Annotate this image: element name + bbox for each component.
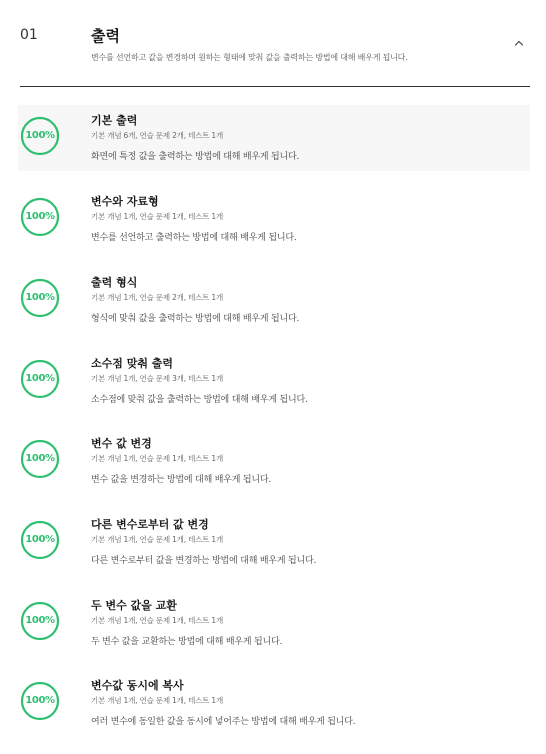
chapter-number: 01 bbox=[20, 27, 38, 43]
lesson-title: 두 변수 값을 교환 bbox=[91, 599, 177, 612]
lesson-description: 변수 값을 변경하는 방법에 대해 배우게 됩니다. bbox=[91, 475, 272, 485]
lesson-title: 변수값 동시에 복사 bbox=[91, 679, 184, 692]
lesson-title: 출력 형식 bbox=[91, 276, 138, 289]
chevron-up-icon[interactable] bbox=[512, 35, 526, 49]
lesson-description: 형식에 맞춰 값을 출력하는 방법에 대해 배우게 됩니다. bbox=[91, 314, 300, 324]
lesson-title: 기본 출력 bbox=[91, 114, 138, 127]
lesson-title: 변수 값 변경 bbox=[91, 437, 152, 450]
lesson-item[interactable] bbox=[18, 105, 530, 171]
section-divider bbox=[20, 86, 530, 87]
chapter-title: 출력 bbox=[91, 27, 120, 45]
lesson-description: 다른 변수로부터 값을 변경하는 방법에 대해 배우게 됩니다. bbox=[91, 556, 317, 566]
lesson-description: 두 변수 값을 교환하는 방법에 대해 배우게 됩니다. bbox=[91, 637, 283, 647]
lesson-meta: 기본 개념 1개, 연습 문제 1개, 테스트 1개 bbox=[91, 535, 224, 544]
lesson-item[interactable] bbox=[18, 348, 530, 414]
lesson-title: 다른 변수로부터 값 변경 bbox=[91, 518, 209, 531]
lesson-item[interactable] bbox=[18, 590, 530, 656]
lesson-progress: 100% bbox=[25, 534, 55, 545]
lesson-progress: 100% bbox=[25, 373, 55, 384]
lesson-progress: 100% bbox=[25, 453, 55, 464]
lesson-item[interactable] bbox=[18, 267, 530, 333]
lesson-meta: 기본 개념 1개, 연습 문제 3개, 테스트 1개 bbox=[91, 374, 224, 383]
lesson-meta: 기본 개념 6개, 연습 문제 2개, 테스트 1개 bbox=[91, 131, 224, 140]
lesson-meta: 기본 개념 1개, 연습 문제 1개, 테스트 1개 bbox=[91, 616, 224, 625]
lesson-item[interactable] bbox=[18, 428, 530, 494]
lesson-item[interactable] bbox=[18, 186, 530, 252]
lesson-description: 변수를 선언하고 출력하는 방법에 대해 배우게 됩니다. bbox=[91, 233, 297, 243]
lesson-progress: 100% bbox=[25, 211, 55, 222]
lesson-title: 변수와 자료형 bbox=[91, 195, 159, 208]
lesson-description: 소수점에 맞춰 값을 출력하는 방법에 대해 배우게 됩니다. bbox=[91, 395, 308, 405]
lesson-meta: 기본 개념 1개, 연습 문제 1개, 테스트 1개 bbox=[91, 212, 224, 221]
lesson-progress: 100% bbox=[25, 695, 55, 706]
chapter-description: 변수를 선언하고 값을 변경하며 원하는 형태에 맞춰 값을 출력하는 방법에 대해 배우게 됩니다. bbox=[91, 53, 408, 62]
lesson-meta: 기본 개념 1개, 연습 문제 1개, 테스트 1개 bbox=[91, 454, 224, 463]
lesson-item[interactable] bbox=[18, 509, 530, 575]
lesson-progress: 100% bbox=[25, 292, 55, 303]
lesson-description: 화면에 특정 값을 출력하는 방법에 대해 배우게 됩니다. bbox=[91, 152, 300, 162]
lesson-meta: 기본 개념 1개, 연습 문제 2개, 테스트 1개 bbox=[91, 293, 224, 302]
lesson-title: 소수점 맞춰 출력 bbox=[91, 357, 174, 370]
lesson-progress: 100% bbox=[25, 615, 55, 626]
lesson-description: 여러 변수에 동일한 값을 동시에 넣어주는 방법에 대해 배우게 됩니다. bbox=[91, 717, 356, 727]
lesson-progress: 100% bbox=[25, 130, 55, 141]
lesson-meta: 기본 개념 1개, 연습 문제 1개, 테스트 1개 bbox=[91, 696, 224, 705]
lesson-item[interactable] bbox=[18, 670, 530, 736]
chapter-header[interactable] bbox=[0, 0, 546, 88]
